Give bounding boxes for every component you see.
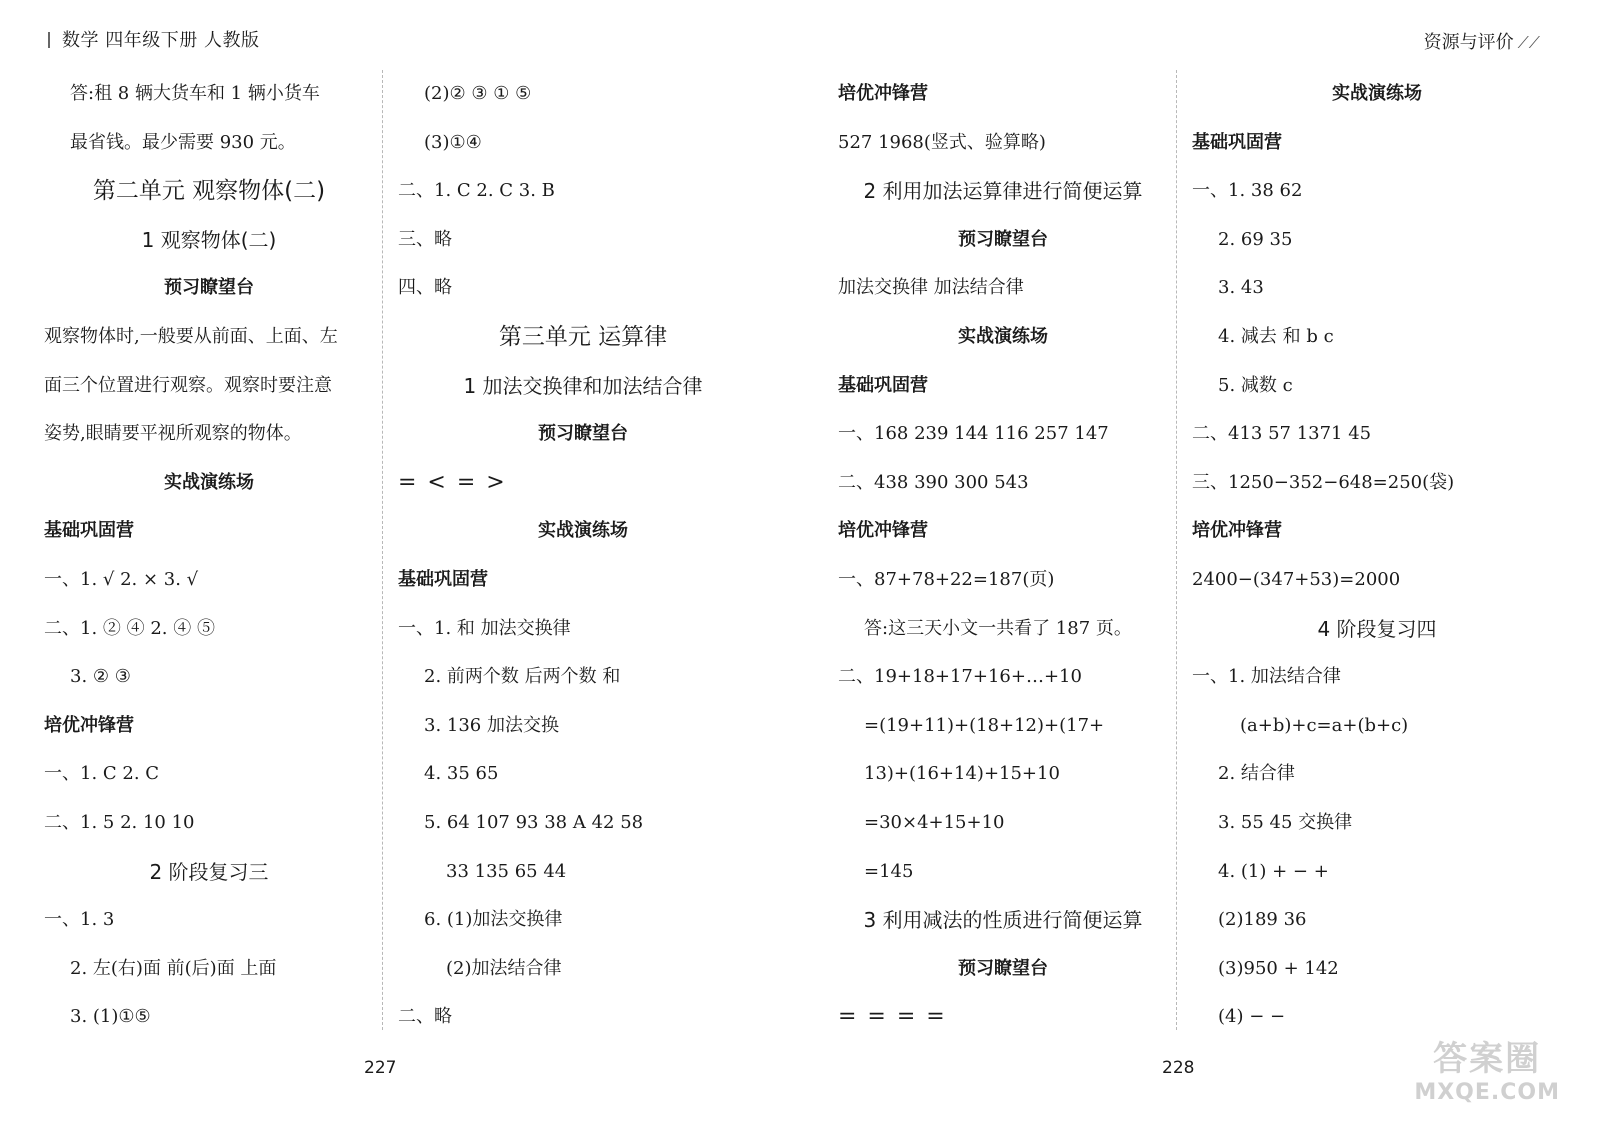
answer-line: 3. ② ③	[70, 666, 131, 688]
answer-line: 预习瞭望台	[538, 423, 628, 445]
answer-line: 3. 55 45 交换律	[1218, 811, 1353, 833]
answer-line: 4. (1) + − +	[1218, 860, 1329, 882]
answer-line: 预习瞭望台	[958, 957, 1048, 979]
answer-line: 加法交换律 加法结合律	[838, 277, 1024, 299]
answer-line: (3)950 + 142	[1218, 957, 1339, 979]
answer-line: (4) − −	[1218, 1006, 1286, 1028]
answer-line: (2)② ③ ① ⑤	[424, 83, 532, 104]
answer-line: 1 观察物体(二)	[141, 227, 277, 252]
answer-line: 二、1. 5 2. 10 10	[44, 811, 195, 833]
answer-line: 基础巩固营	[1192, 131, 1282, 153]
answer-line: 培优冲锋营	[838, 520, 928, 542]
answer-line: 一、1. √ 2. × 3. √	[44, 568, 199, 590]
answer-line: 面三个位置进行观察。观察时要注意	[44, 374, 332, 396]
answer-line: 4. 35 65	[424, 763, 499, 785]
answer-line: 2. 左(右)面 前(后)面 上面	[70, 957, 277, 979]
column-3	[838, 70, 1168, 1042]
answer-line: = = = =	[838, 1004, 947, 1030]
answer-line: 最省钱。最少需要 930 元。	[70, 131, 296, 153]
answer-line: 一、168 239 144 116 257 147	[838, 423, 1109, 445]
answer-line: 5. 减数 c	[1218, 374, 1293, 396]
answer-line: 3. 136 加法交换	[424, 714, 559, 736]
answer-line: 二、413 57 1371 45	[1192, 423, 1372, 445]
answer-line: 3. (1)①⑤	[70, 1006, 151, 1028]
answer-line: 答:这三天小文一共看了 187 页。	[864, 617, 1132, 639]
answer-line: 4 阶段复习四	[1317, 616, 1437, 641]
column-4	[1192, 70, 1562, 1042]
page-number-left: 227	[364, 1058, 397, 1078]
book-header-series	[1424, 28, 1540, 54]
answer-line: 基础巩固营	[838, 374, 928, 396]
answer-line: =145	[864, 860, 914, 882]
answer-line: 二、略	[398, 1006, 452, 1028]
answer-line: 基础巩固营	[398, 568, 488, 590]
answer-line: 527 1968(竖式、验算略)	[838, 131, 1046, 153]
answer-line: 基础巩固营	[44, 520, 134, 542]
answer-line: 实战演练场	[958, 325, 1048, 347]
answer-line: 一、1. 加法结合律	[1192, 666, 1341, 688]
answer-line: 2 利用加法运算律进行简便运算	[863, 179, 1143, 204]
answer-line: 5. 64 107 93 38 A 42 58	[424, 811, 644, 833]
answer-line: 2. 69 35	[1218, 228, 1293, 250]
answer-line: 6. (1)加法交换律	[424, 909, 563, 931]
answer-line: 实战演练场	[538, 520, 628, 542]
answer-line: (a+b)+c=a+(b+c)	[1240, 714, 1409, 736]
watermark-logo	[1414, 1031, 1560, 1105]
answer-line: 2400−(347+53)=2000	[1192, 568, 1401, 590]
column-divider-right	[1176, 70, 1178, 1030]
column-divider-left	[382, 70, 384, 1030]
answer-line: 一、1. 和 加法交换律	[398, 617, 571, 639]
answer-line: 一、87+78+22=187(页)	[838, 568, 1055, 590]
answer-line: 实战演练场	[1332, 83, 1422, 104]
answer-line: 一、1. C 2. C	[44, 763, 160, 785]
watermark-top: 答案圈	[1433, 1039, 1542, 1079]
answer-line: 三、1250−352−648=250(袋)	[1192, 471, 1455, 493]
header-right-text: 资源与评价	[1423, 32, 1514, 53]
answer-line: 第三单元 运算律	[498, 323, 668, 350]
answer-line: 培优冲锋营	[838, 83, 928, 104]
column-2	[398, 70, 768, 1042]
answer-line: 姿势,眼睛要平视所观察的物体。	[44, 423, 302, 445]
answer-line: 3 利用减法的性质进行简便运算	[863, 908, 1143, 933]
answer-line: 实战演练场	[164, 471, 254, 493]
answer-line: 二、438 390 300 543	[838, 471, 1029, 493]
header-left-text: 数学 四年级下册 人教版	[62, 30, 260, 51]
header-decoration-icon: ⟋⟋	[1517, 33, 1540, 52]
answer-line: (2)加法结合律	[446, 957, 562, 979]
answer-line: 3. 43	[1218, 277, 1264, 299]
answer-line: 4. 减去 和 b c	[1218, 325, 1334, 347]
answer-line: (2)189 36	[1218, 909, 1307, 931]
page-number-right: 228	[1162, 1058, 1195, 1078]
answer-line: 2. 前两个数 后两个数 和	[424, 666, 621, 688]
answer-line: 1 加法交换律和加法结合律	[463, 373, 703, 398]
answer-line: 13)+(16+14)+15+10	[864, 763, 1060, 785]
answer-line: 二、1. ② ④ 2. ④ ⑤	[44, 617, 215, 639]
answer-line: 第二单元 观察物体(二)	[92, 178, 326, 205]
answer-line: 一、1. 3	[44, 909, 115, 931]
answer-line: 四、略	[398, 277, 452, 299]
answer-line: 一、1. 38 62	[1192, 180, 1303, 202]
answer-line: =30×4+15+10	[864, 811, 1005, 833]
answer-line: = < = >	[398, 469, 507, 495]
answer-line: 三、略	[398, 228, 452, 250]
answer-line: 预习瞭望台	[164, 277, 254, 299]
answer-line: 观察物体时,一般要从前面、上面、左	[44, 325, 338, 347]
answer-line: 二、19+18+17+16+…+10	[838, 666, 1082, 688]
answer-line: (3)①④	[424, 131, 482, 153]
answer-line: =(19+11)+(18+12)+(17+	[864, 714, 1105, 736]
answer-line: 预习瞭望台	[958, 228, 1048, 250]
column-1	[44, 70, 374, 1042]
answer-line: 33 135 65 44	[446, 860, 567, 882]
header-bar	[48, 32, 50, 48]
answer-line: 二、1. C 2. C 3. B	[398, 180, 555, 202]
answer-line: 培优冲锋营	[44, 714, 134, 736]
answer-line: 答:租 8 辆大货车和 1 辆小货车	[70, 83, 320, 104]
answer-line: 2 阶段复习三	[149, 859, 269, 884]
book-header-title	[48, 26, 259, 52]
answer-line: 培优冲锋营	[1192, 520, 1282, 542]
answer-line: 2. 结合律	[1218, 763, 1295, 785]
watermark-bottom: MXQE.COM	[1414, 1080, 1560, 1105]
